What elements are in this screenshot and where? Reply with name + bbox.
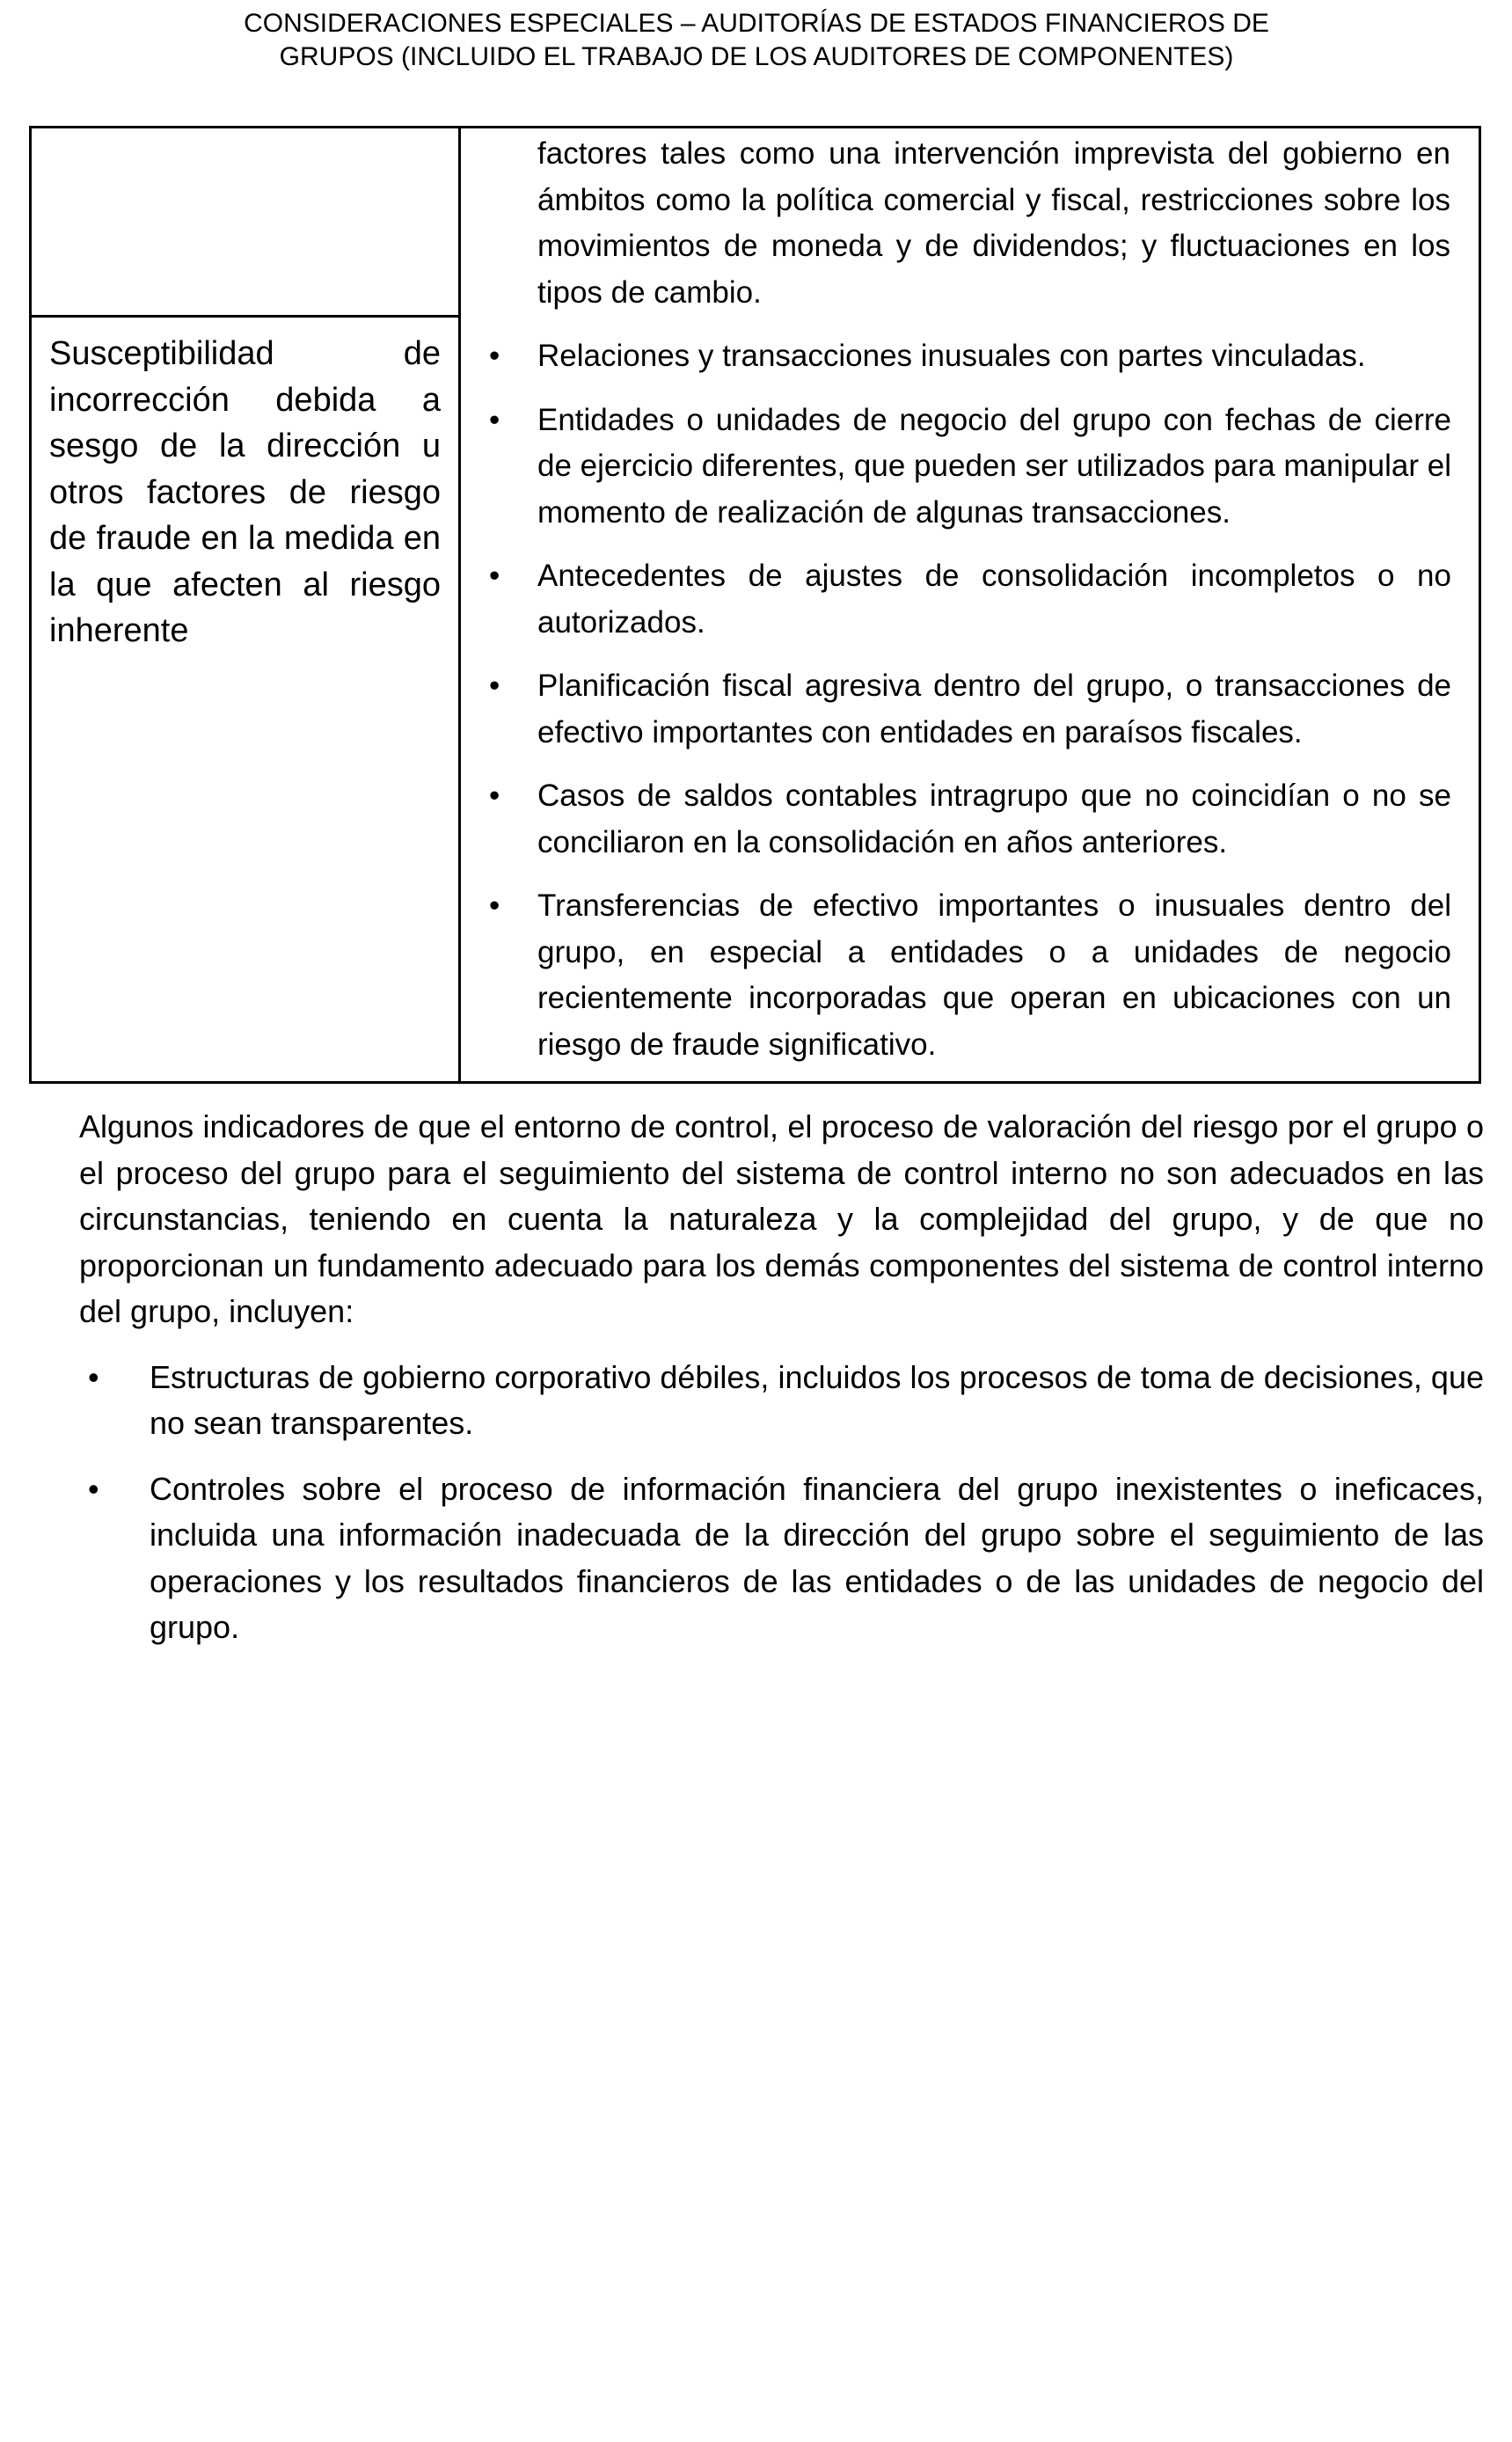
- bullet-icon: •: [489, 559, 500, 593]
- risk-factors-table: [29, 126, 1481, 1084]
- bullet-icon: •: [489, 339, 500, 373]
- list-item: [480, 883, 1451, 1068]
- page-header: [176, 7, 1337, 74]
- intro-paragraph: Algunos indicadores de que el entorno de control, el proceso de valoración del riesgo por el grupo o el proceso del grupo para el seguimiento del sistema de control interno no son adecuados en las circunstancias, teniendo en cuenta la naturaleza y la complejidad del grupo, y de que no proporcionan un fundamento adecuado para los demás componentes del sistema de control interno del grupo, incluyen:: [79, 1108, 1484, 1329]
- bullet-icon: •: [489, 888, 500, 923]
- bullet-icon: •: [489, 779, 500, 813]
- list-item: [79, 1355, 1484, 1447]
- risk-indicator-list: [480, 333, 1451, 1086]
- body-section: [79, 1104, 1484, 1671]
- risk-factor-label: Susceptibilidad de incorrección debida a sesgo de la dirección u otros factores de riesgo de fraude en la medida en la que afecten al riesgo inherente: [49, 335, 441, 649]
- continuation-text: factores tales como una intervención imprevista del gobierno en ámbitos como la política comercial y fiscal, restricciones sobre los movimientos de moneda y de dividendos; y fluctuaciones en los tipos de cambio.: [537, 136, 1450, 310]
- table-column-divider: [458, 128, 461, 1081]
- list-item: [480, 398, 1451, 537]
- bullet-icon: •: [88, 1358, 99, 1395]
- list-item: [480, 773, 1451, 866]
- list-item-text: Casos de saldos contables intragrupo que no coincidían o no se conciliaron en la consolidación en años anteriores.: [537, 779, 1451, 859]
- list-item-text: Controles sobre el proceso de información financiera del grupo inexistentes o ineficaces, incluida una información inadecuada de la dirección del grupo sobre el seguimiento de las operaciones y los resultados financieros de las entidades o de las unidades de negocio del grupo.: [150, 1470, 1484, 1645]
- list-item: [480, 663, 1451, 756]
- list-item-text: Antecedentes de ajustes de consolidación incompletos o no autorizados.: [537, 559, 1451, 640]
- list-item-text: Planificación fiscal agresiva dentro del grupo, o transacciones de efectivo importantes con entidades en paraísos fiscales.: [537, 669, 1451, 749]
- list-item-text: Transferencias de efectivo importantes o inusuales dentro del grupo, en especial a entidades o a unidades de negocio recientemente incorporadas que operan en ubicaciones con un riesgo de fraude significativo.: [537, 888, 1451, 1062]
- list-item: [79, 1466, 1484, 1651]
- list-item-text: Estructuras de gobierno corporativo débiles, incluidos los procesos de toma de decisiones, que no sean transparentes.: [150, 1358, 1484, 1441]
- table-row-divider: [32, 315, 461, 318]
- header-line-2: GRUPOS (INCLUIDO EL TRABAJO DE LOS AUDITORES DE COMPONENTES): [279, 42, 1234, 71]
- list-item: [480, 333, 1451, 380]
- bullet-icon: •: [489, 669, 500, 703]
- list-item-text: Entidades o unidades de negocio del grupo con fechas de cierre de ejercicio diferentes, que pueden ser utilizados para manipular el momento de realización de algunas transacciones.: [537, 402, 1451, 530]
- bullet-icon: •: [88, 1470, 99, 1507]
- header-line-1: CONSIDERACIONES ESPECIALES – AUDITORÍAS DE ESTADOS FINANCIEROS DE: [244, 9, 1269, 38]
- list-item: [480, 553, 1451, 646]
- bullet-icon: •: [489, 402, 500, 437]
- list-item-text: Relaciones y transacciones inusuales con partes vinculadas.: [537, 339, 1366, 373]
